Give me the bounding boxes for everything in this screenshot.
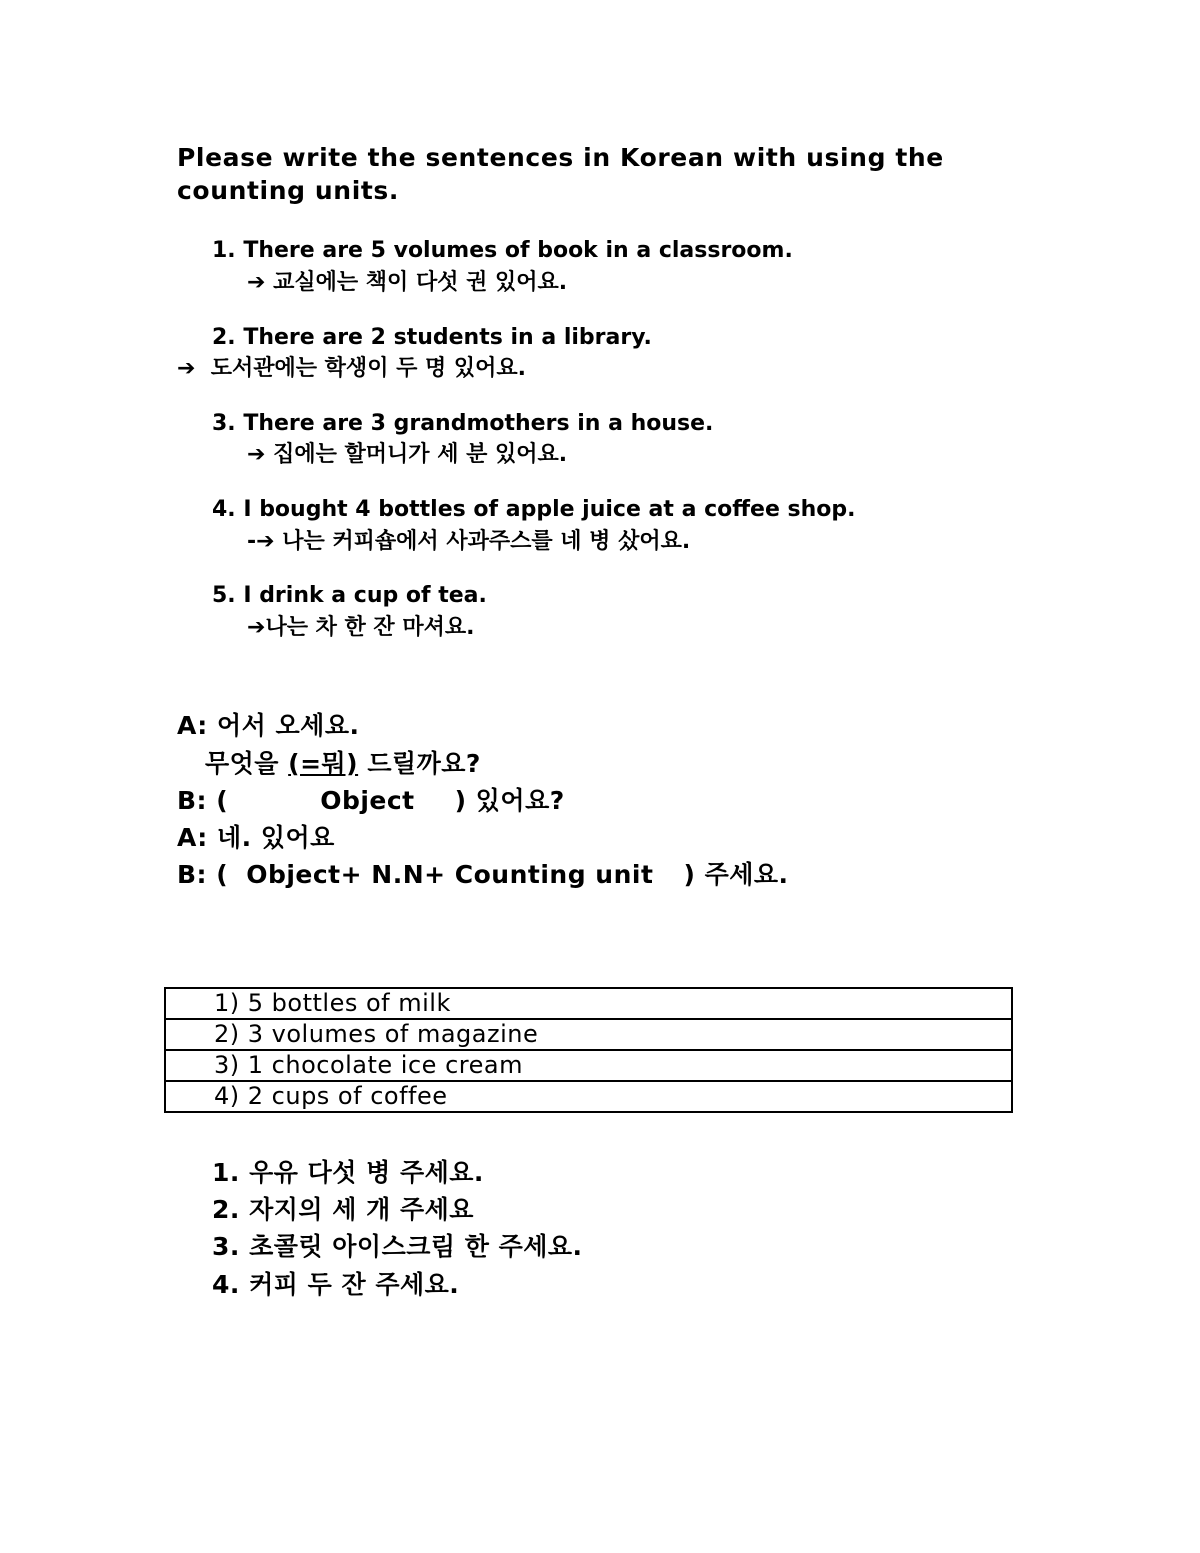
table-row xyxy=(165,988,1012,1019)
question-2-english: 2. There are 2 students in a library. xyxy=(212,325,652,350)
question-3-korean: ➔ 집에는 할머니가 세 분 있어요. xyxy=(247,442,568,467)
option-cell: 2) 3 volumes of magazine xyxy=(165,1019,1012,1050)
arrow-icon: ➔ xyxy=(177,356,196,381)
table-row xyxy=(165,1019,1012,1050)
dialogue-line-3: B: ( Object ) 있어요? xyxy=(177,786,565,815)
page-title xyxy=(177,141,944,207)
question-2-korean: ➔ 도서관에는 학생이 두 명 있어요. xyxy=(177,356,527,381)
arrow-icon: ➔ xyxy=(247,442,266,467)
dialogue-line-4: A: 네. 있어요 xyxy=(177,823,335,852)
arrow-icon: ➔ xyxy=(247,270,266,295)
answer-3: 3. 초콜릿 아이스크림 한 주세요. xyxy=(212,1232,583,1261)
dialogue-line-1: A: 어서 오세요. xyxy=(177,711,360,740)
answer-1: 1. 우유 다섯 병 주세요. xyxy=(212,1158,484,1187)
option-cell: 3) 1 chocolate ice cream xyxy=(165,1050,1012,1081)
question-1-english: 1. There are 5 volumes of book in a classroom. xyxy=(212,238,793,263)
title-line-2: counting units. xyxy=(177,176,400,205)
title-line-1: Please write the sentences in Korean with using the xyxy=(177,143,944,172)
arrow-icon: -➔ xyxy=(247,529,275,554)
dialogue-line-2: 무엇을 (=뭐) 드릴까요? xyxy=(205,749,481,778)
answer-4: 4. 커피 두 잔 주세요. xyxy=(212,1270,460,1299)
question-1-korean: ➔ 교실에는 책이 다섯 권 있어요. xyxy=(247,270,568,295)
question-4-korean: -➔ 나는 커피숍에서 사과주스를 네 병 샀어요. xyxy=(247,529,691,554)
question-3-english: 3. There are 3 grandmothers in a house. xyxy=(212,411,714,436)
option-cell: 4) 2 cups of coffee xyxy=(165,1081,1012,1112)
option-cell: 1) 5 bottles of milk xyxy=(165,988,1012,1019)
table-row xyxy=(165,1081,1012,1112)
table-row xyxy=(165,1050,1012,1081)
question-5-english: 5. I drink a cup of tea. xyxy=(212,583,487,608)
question-5-korean: ➔나는 차 한 잔 마셔요. xyxy=(247,615,475,640)
options-table xyxy=(164,987,1013,1113)
answer-2: 2. 자지의 세 개 주세요 xyxy=(212,1195,474,1224)
underlined-alt: (=뭐) xyxy=(288,749,359,778)
arrow-icon: ➔ xyxy=(247,615,266,640)
question-4-english: 4. I bought 4 bottles of apple juice at a coffee shop. xyxy=(212,497,856,522)
dialogue-line-5: B: ( Object+ N.N+ Counting unit ) 주세요. xyxy=(177,860,789,889)
